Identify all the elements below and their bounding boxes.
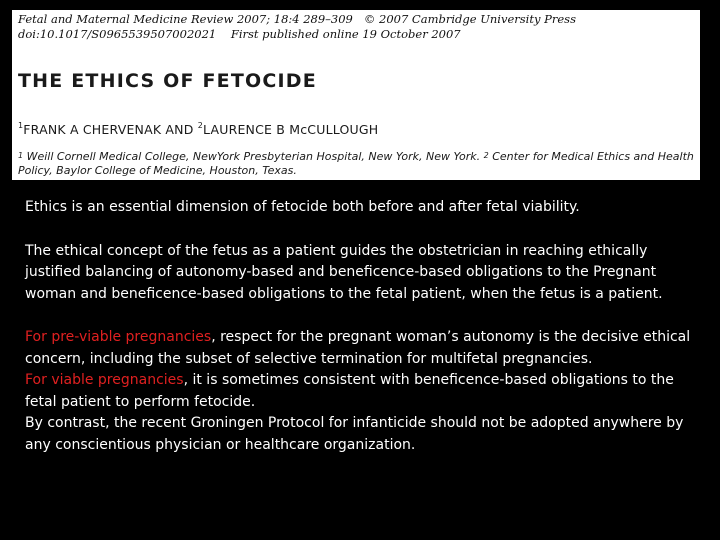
affiliation1-superscript: 1	[18, 151, 24, 160]
author1-superscript: 1	[18, 121, 24, 130]
slide-body	[25, 197, 705, 456]
paper-title: THE ETHICS OF FETOCIDE	[18, 70, 317, 92]
author2-name: LAURENCE B McCULLOUGH	[203, 122, 379, 137]
affiliations	[18, 150, 700, 178]
author2-superscript: 2	[197, 121, 204, 130]
paragraph-groningen: By contrast, the recent Groningen Protocol for infanticide should not be adopted anywhere by any conscientious physician or healthcare organization.	[25, 415, 684, 453]
citation-line-2: doi:10.1017/S0965539507002021 First published online 19 October 2007	[18, 27, 461, 41]
pre-viable-text: , respect for the pregnant woman’s autonomy is the decisive ethical concern, including the subset of selective termination for multifetal pregnancies.	[25, 329, 691, 367]
author1-name: FRANK A CHERVENAK AND	[23, 122, 198, 137]
paragraph-viability: Ethics is an essential dimension of fetocide both before and after fetal viability.	[25, 199, 580, 215]
citation-line-1: Fetal and Maternal Medicine Review 2007; 18:4 289–309 © 2007 Cambridge University Press	[18, 12, 576, 26]
affiliation1: Weill Cornell Medical College, NewYork Presbyterian Hospital, New York, New York.	[23, 150, 484, 163]
affiliation2: Center for Medical Ethics and Health Policy, Baylor College of Medicine, Houston, Texas.	[18, 150, 694, 177]
author-list	[18, 122, 378, 137]
paragraph-pre-viable	[25, 327, 705, 370]
journal-citation	[18, 12, 576, 42]
paragraph-viable	[25, 370, 705, 413]
paragraph-fetus-as-patient: The ethical concept of the fetus as a patient guides the obstetrician in reaching ethically justified balancing of autonomy-based and beneficence-based obligations to the Pregnant woman and beneficence-based obligations to the fetal patient, when the fetus is a patient.	[25, 242, 663, 302]
viable-text: , it is sometimes consistent with beneficence-based obligations to the fetal patient to perform fetocide.	[25, 372, 674, 410]
affiliation2-superscript: 2	[483, 151, 489, 160]
article-header-image	[12, 10, 700, 180]
viable-highlight: For viable pregnancies	[25, 372, 184, 388]
pre-viable-highlight: For pre-viable pregnancies	[25, 329, 212, 345]
